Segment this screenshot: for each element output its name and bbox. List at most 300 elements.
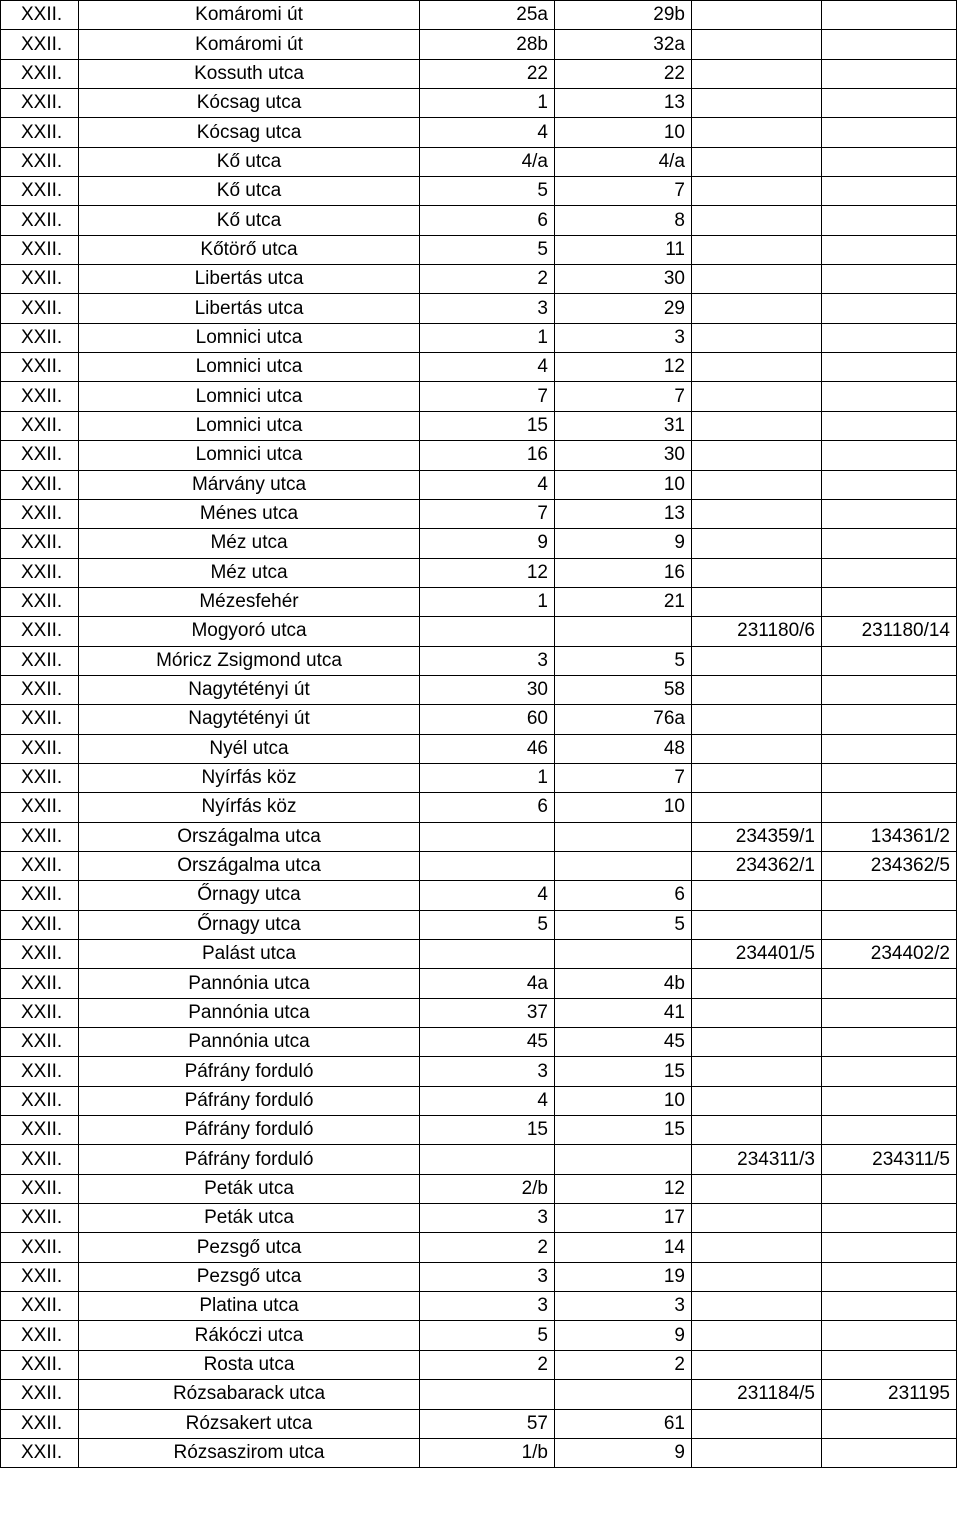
- house-number-to-cell: 7: [555, 763, 692, 792]
- parcel-to-cell: [822, 1233, 957, 1262]
- district-cell: XXII.: [1, 470, 79, 499]
- district-cell: XXII.: [1, 1438, 79, 1467]
- parcel-from-cell: [692, 89, 822, 118]
- table-row: [1, 1116, 957, 1145]
- house-number-to-cell: 5: [555, 910, 692, 939]
- parcel-to-cell: [822, 1028, 957, 1057]
- parcel-to-cell: [822, 353, 957, 382]
- district-cell: XXII.: [1, 441, 79, 470]
- house-number-from-cell: 1/b: [420, 1438, 555, 1467]
- street-cell: Nyírfás köz: [79, 763, 420, 792]
- district-cell: XXII.: [1, 1145, 79, 1174]
- parcel-to-cell: [822, 177, 957, 206]
- parcel-to-cell: [822, 411, 957, 440]
- district-cell: XXII.: [1, 265, 79, 294]
- street-cell: Ménes utca: [79, 499, 420, 528]
- parcel-from-cell: [692, 646, 822, 675]
- district-cell: XXII.: [1, 323, 79, 352]
- district-cell: XXII.: [1, 1086, 79, 1115]
- parcel-from-cell: [692, 675, 822, 704]
- street-cell: Mézesfehér: [79, 587, 420, 616]
- house-number-from-cell: 22: [420, 59, 555, 88]
- house-number-from-cell: [420, 940, 555, 969]
- table-row: [1, 1292, 957, 1321]
- parcel-from-cell: [692, 1204, 822, 1233]
- house-number-from-cell: 5: [420, 235, 555, 264]
- street-cell: Kócsag utca: [79, 89, 420, 118]
- parcel-from-cell: [692, 1116, 822, 1145]
- street-cell: Nagytétényi út: [79, 705, 420, 734]
- street-cell: Őrnagy utca: [79, 910, 420, 939]
- district-cell: XXII.: [1, 1116, 79, 1145]
- parcel-from-cell: [692, 235, 822, 264]
- parcel-to-cell: [822, 881, 957, 910]
- street-cell: Lomnici utca: [79, 441, 420, 470]
- house-number-from-cell: [420, 1145, 555, 1174]
- house-number-from-cell: 7: [420, 382, 555, 411]
- street-cell: Kő utca: [79, 177, 420, 206]
- parcel-from-cell: [692, 499, 822, 528]
- parcel-to-cell: [822, 734, 957, 763]
- house-number-to-cell: 5: [555, 646, 692, 675]
- table-row: [1, 382, 957, 411]
- street-cell: Lomnici utca: [79, 382, 420, 411]
- parcel-from-cell: [692, 206, 822, 235]
- house-number-to-cell: 3: [555, 1292, 692, 1321]
- table-row: [1, 1380, 957, 1409]
- street-cell: Lomnici utca: [79, 353, 420, 382]
- house-number-to-cell: 6: [555, 881, 692, 910]
- table-row: [1, 969, 957, 998]
- parcel-to-cell: [822, 1350, 957, 1379]
- parcel-from-cell: [692, 1321, 822, 1350]
- parcel-from-cell: 231180/6: [692, 617, 822, 646]
- parcel-from-cell: [692, 998, 822, 1027]
- house-number-to-cell: 13: [555, 499, 692, 528]
- table-row: [1, 265, 957, 294]
- street-cell: Lomnici utca: [79, 411, 420, 440]
- parcel-from-cell: [692, 910, 822, 939]
- house-number-to-cell: 31: [555, 411, 692, 440]
- parcel-from-cell: 234359/1: [692, 822, 822, 851]
- parcel-to-cell: [822, 969, 957, 998]
- street-cell: Móricz Zsigmond utca: [79, 646, 420, 675]
- house-number-from-cell: 3: [420, 1262, 555, 1291]
- parcel-from-cell: [692, 441, 822, 470]
- street-cell: Pannónia utca: [79, 998, 420, 1027]
- parcel-to-cell: [822, 470, 957, 499]
- parcel-from-cell: 234362/1: [692, 851, 822, 880]
- house-number-to-cell: 10: [555, 470, 692, 499]
- table-row: [1, 998, 957, 1027]
- parcel-from-cell: [692, 1174, 822, 1203]
- district-cell: XXII.: [1, 558, 79, 587]
- street-cell: Nagytétényi út: [79, 675, 420, 704]
- district-cell: XXII.: [1, 147, 79, 176]
- street-cell: Páfrány forduló: [79, 1116, 420, 1145]
- table-row: [1, 1, 957, 30]
- parcel-to-cell: [822, 1292, 957, 1321]
- table-row: [1, 793, 957, 822]
- house-number-from-cell: 12: [420, 558, 555, 587]
- house-number-from-cell: 15: [420, 411, 555, 440]
- parcel-from-cell: [692, 1233, 822, 1262]
- house-number-from-cell: 45: [420, 1028, 555, 1057]
- house-number-to-cell: 8: [555, 206, 692, 235]
- parcel-to-cell: [822, 1438, 957, 1467]
- district-cell: XXII.: [1, 529, 79, 558]
- district-cell: XXII.: [1, 1174, 79, 1203]
- table-row: [1, 1321, 957, 1350]
- parcel-to-cell: [822, 235, 957, 264]
- street-cell: Országalma utca: [79, 851, 420, 880]
- parcel-to-cell: [822, 1116, 957, 1145]
- table-row: [1, 910, 957, 939]
- house-number-to-cell: 61: [555, 1409, 692, 1438]
- table-row: [1, 1145, 957, 1174]
- parcel-from-cell: [692, 1, 822, 30]
- parcel-to-cell: [822, 675, 957, 704]
- street-cell: Mogyoró utca: [79, 617, 420, 646]
- table-row: [1, 1204, 957, 1233]
- house-number-to-cell: 30: [555, 265, 692, 294]
- table-row: [1, 940, 957, 969]
- parcel-from-cell: [692, 265, 822, 294]
- table-row: [1, 294, 957, 323]
- district-cell: XXII.: [1, 851, 79, 880]
- table-row: [1, 1086, 957, 1115]
- district-cell: XXII.: [1, 1380, 79, 1409]
- table-row: [1, 1028, 957, 1057]
- district-cell: XXII.: [1, 1, 79, 30]
- parcel-to-cell: [822, 1409, 957, 1438]
- table-row: [1, 89, 957, 118]
- parcel-from-cell: [692, 147, 822, 176]
- house-number-from-cell: 2: [420, 1350, 555, 1379]
- district-cell: XXII.: [1, 59, 79, 88]
- district-cell: XXII.: [1, 1321, 79, 1350]
- house-number-to-cell: 4b: [555, 969, 692, 998]
- parcel-to-cell: [822, 147, 957, 176]
- district-cell: XXII.: [1, 910, 79, 939]
- street-cell: Őrnagy utca: [79, 881, 420, 910]
- table-row: [1, 470, 957, 499]
- parcel-from-cell: [692, 470, 822, 499]
- parcel-to-cell: 231195: [822, 1380, 957, 1409]
- house-number-from-cell: 37: [420, 998, 555, 1027]
- street-cell: Rosta utca: [79, 1350, 420, 1379]
- street-cell: Kő utca: [79, 206, 420, 235]
- parcel-to-cell: [822, 206, 957, 235]
- parcel-from-cell: [692, 793, 822, 822]
- parcel-to-cell: [822, 998, 957, 1027]
- house-number-from-cell: 9: [420, 529, 555, 558]
- parcel-from-cell: [692, 969, 822, 998]
- house-number-from-cell: 28b: [420, 30, 555, 59]
- house-number-to-cell: 13: [555, 89, 692, 118]
- parcel-to-cell: [822, 1321, 957, 1350]
- house-number-to-cell: 76a: [555, 705, 692, 734]
- district-cell: XXII.: [1, 734, 79, 763]
- district-cell: XXII.: [1, 793, 79, 822]
- district-cell: XXII.: [1, 30, 79, 59]
- house-number-from-cell: [420, 1380, 555, 1409]
- house-number-from-cell: 4: [420, 1086, 555, 1115]
- parcel-from-cell: [692, 587, 822, 616]
- house-number-to-cell: 16: [555, 558, 692, 587]
- house-number-from-cell: 5: [420, 1321, 555, 1350]
- house-number-from-cell: 7: [420, 499, 555, 528]
- house-number-from-cell: 57: [420, 1409, 555, 1438]
- table-row: [1, 411, 957, 440]
- house-number-from-cell: 1: [420, 587, 555, 616]
- street-cell: Páfrány forduló: [79, 1145, 420, 1174]
- parcel-to-cell: [822, 30, 957, 59]
- street-cell: Komáromi út: [79, 1, 420, 30]
- parcel-from-cell: 234311/3: [692, 1145, 822, 1174]
- parcel-from-cell: [692, 1086, 822, 1115]
- address-table-body: [1, 1, 957, 1468]
- district-cell: XXII.: [1, 118, 79, 147]
- parcel-from-cell: [692, 1292, 822, 1321]
- street-cell: Pannónia utca: [79, 1028, 420, 1057]
- table-row: [1, 499, 957, 528]
- house-number-to-cell: [555, 851, 692, 880]
- table-row: [1, 1174, 957, 1203]
- house-number-to-cell: 58: [555, 675, 692, 704]
- district-cell: XXII.: [1, 675, 79, 704]
- street-cell: Komáromi út: [79, 30, 420, 59]
- district-cell: XXII.: [1, 587, 79, 616]
- table-row: [1, 1262, 957, 1291]
- house-number-to-cell: 15: [555, 1057, 692, 1086]
- parcel-to-cell: [822, 294, 957, 323]
- house-number-to-cell: 10: [555, 793, 692, 822]
- district-cell: XXII.: [1, 1233, 79, 1262]
- parcel-to-cell: 231180/14: [822, 617, 957, 646]
- street-cell: Nyél utca: [79, 734, 420, 763]
- house-number-to-cell: 9: [555, 529, 692, 558]
- district-cell: XXII.: [1, 235, 79, 264]
- parcel-from-cell: [692, 1028, 822, 1057]
- parcel-from-cell: [692, 59, 822, 88]
- table-row: [1, 1350, 957, 1379]
- house-number-from-cell: 25a: [420, 1, 555, 30]
- house-number-to-cell: 22: [555, 59, 692, 88]
- house-number-from-cell: 3: [420, 1292, 555, 1321]
- parcel-from-cell: [692, 323, 822, 352]
- house-number-to-cell: 29: [555, 294, 692, 323]
- house-number-from-cell: 6: [420, 206, 555, 235]
- house-number-from-cell: 3: [420, 646, 555, 675]
- house-number-from-cell: 4: [420, 353, 555, 382]
- house-number-to-cell: 12: [555, 1174, 692, 1203]
- district-cell: XXII.: [1, 1262, 79, 1291]
- district-cell: XXII.: [1, 998, 79, 1027]
- parcel-from-cell: [692, 558, 822, 587]
- table-row: [1, 323, 957, 352]
- house-number-to-cell: 45: [555, 1028, 692, 1057]
- table-row: [1, 851, 957, 880]
- district-cell: XXII.: [1, 89, 79, 118]
- parcel-to-cell: [822, 763, 957, 792]
- house-number-to-cell: 2: [555, 1350, 692, 1379]
- district-cell: XXII.: [1, 1409, 79, 1438]
- street-cell: Peták utca: [79, 1204, 420, 1233]
- house-number-to-cell: 32a: [555, 30, 692, 59]
- table-row: [1, 1438, 957, 1467]
- parcel-from-cell: [692, 763, 822, 792]
- parcel-to-cell: [822, 499, 957, 528]
- house-number-from-cell: 5: [420, 177, 555, 206]
- table-row: [1, 147, 957, 176]
- house-number-to-cell: 10: [555, 118, 692, 147]
- parcel-to-cell: [822, 1, 957, 30]
- street-cell: Palást utca: [79, 940, 420, 969]
- district-cell: XXII.: [1, 969, 79, 998]
- parcel-to-cell: [822, 1086, 957, 1115]
- house-number-from-cell: 6: [420, 793, 555, 822]
- district-cell: XXII.: [1, 382, 79, 411]
- house-number-from-cell: 2: [420, 1233, 555, 1262]
- house-number-to-cell: 48: [555, 734, 692, 763]
- parcel-from-cell: 234401/5: [692, 940, 822, 969]
- street-cell: Méz utca: [79, 529, 420, 558]
- district-cell: XXII.: [1, 177, 79, 206]
- house-number-to-cell: 9: [555, 1321, 692, 1350]
- parcel-from-cell: [692, 382, 822, 411]
- parcel-to-cell: [822, 323, 957, 352]
- district-cell: XXII.: [1, 499, 79, 528]
- house-number-from-cell: 16: [420, 441, 555, 470]
- table-row: [1, 617, 957, 646]
- district-cell: XXII.: [1, 646, 79, 675]
- house-number-to-cell: [555, 1380, 692, 1409]
- house-number-to-cell: 7: [555, 177, 692, 206]
- district-cell: XXII.: [1, 411, 79, 440]
- parcel-from-cell: [692, 411, 822, 440]
- house-number-from-cell: 3: [420, 1057, 555, 1086]
- table-row: [1, 587, 957, 616]
- house-number-to-cell: 41: [555, 998, 692, 1027]
- house-number-to-cell: 12: [555, 353, 692, 382]
- house-number-from-cell: 4: [420, 470, 555, 499]
- district-cell: XXII.: [1, 617, 79, 646]
- district-cell: XXII.: [1, 881, 79, 910]
- parcel-to-cell: [822, 529, 957, 558]
- house-number-from-cell: 1: [420, 323, 555, 352]
- street-cell: Libertás utca: [79, 294, 420, 323]
- parcel-to-cell: [822, 793, 957, 822]
- house-number-from-cell: 2: [420, 265, 555, 294]
- street-cell: Nyírfás köz: [79, 793, 420, 822]
- district-cell: XXII.: [1, 763, 79, 792]
- house-number-from-cell: 4/a: [420, 147, 555, 176]
- district-cell: XXII.: [1, 822, 79, 851]
- street-cell: Kócsag utca: [79, 118, 420, 147]
- table-row: [1, 705, 957, 734]
- parcel-from-cell: [692, 294, 822, 323]
- parcel-from-cell: [692, 705, 822, 734]
- table-row: [1, 177, 957, 206]
- street-cell: Peták utca: [79, 1174, 420, 1203]
- parcel-from-cell: [692, 529, 822, 558]
- parcel-from-cell: [692, 881, 822, 910]
- street-cell: Pezsgő utca: [79, 1233, 420, 1262]
- table-row: [1, 441, 957, 470]
- table-row: [1, 646, 957, 675]
- parcel-from-cell: [692, 1438, 822, 1467]
- table-row: [1, 59, 957, 88]
- house-number-from-cell: 4: [420, 118, 555, 147]
- parcel-to-cell: [822, 89, 957, 118]
- table-row: [1, 206, 957, 235]
- street-cell: Páfrány forduló: [79, 1086, 420, 1115]
- house-number-from-cell: 4: [420, 881, 555, 910]
- house-number-to-cell: 10: [555, 1086, 692, 1115]
- table-row: [1, 235, 957, 264]
- house-number-from-cell: 3: [420, 1204, 555, 1233]
- parcel-from-cell: [692, 1350, 822, 1379]
- district-cell: XXII.: [1, 1350, 79, 1379]
- table-row: [1, 118, 957, 147]
- parcel-to-cell: [822, 265, 957, 294]
- district-cell: XXII.: [1, 1292, 79, 1321]
- parcel-to-cell: [822, 1057, 957, 1086]
- street-cell: Pannónia utca: [79, 969, 420, 998]
- street-cell: Rákóczi utca: [79, 1321, 420, 1350]
- street-cell: Márvány utca: [79, 470, 420, 499]
- parcel-to-cell: [822, 59, 957, 88]
- parcel-from-cell: [692, 177, 822, 206]
- district-cell: XXII.: [1, 1028, 79, 1057]
- house-number-from-cell: 3: [420, 294, 555, 323]
- parcel-from-cell: [692, 1409, 822, 1438]
- house-number-to-cell: [555, 822, 692, 851]
- street-cell: Kő utca: [79, 147, 420, 176]
- house-number-from-cell: [420, 822, 555, 851]
- district-cell: XXII.: [1, 1204, 79, 1233]
- house-number-from-cell: 30: [420, 675, 555, 704]
- district-cell: XXII.: [1, 940, 79, 969]
- parcel-from-cell: [692, 118, 822, 147]
- parcel-from-cell: [692, 1262, 822, 1291]
- table-row: [1, 30, 957, 59]
- table-row: [1, 1057, 957, 1086]
- parcel-to-cell: [822, 118, 957, 147]
- parcel-from-cell: [692, 1057, 822, 1086]
- house-number-to-cell: 15: [555, 1116, 692, 1145]
- house-number-to-cell: [555, 617, 692, 646]
- parcel-from-cell: [692, 734, 822, 763]
- parcel-to-cell: [822, 910, 957, 939]
- parcel-to-cell: [822, 441, 957, 470]
- house-number-to-cell: 9: [555, 1438, 692, 1467]
- table-row: [1, 558, 957, 587]
- parcel-from-cell: [692, 353, 822, 382]
- table-row: [1, 763, 957, 792]
- house-number-from-cell: 1: [420, 763, 555, 792]
- street-cell: Libertás utca: [79, 265, 420, 294]
- street-cell: Kőtörő utca: [79, 235, 420, 264]
- table-row: [1, 734, 957, 763]
- table-row: [1, 822, 957, 851]
- house-number-to-cell: [555, 1145, 692, 1174]
- street-cell: Páfrány forduló: [79, 1057, 420, 1086]
- house-number-from-cell: 2/b: [420, 1174, 555, 1203]
- district-cell: XXII.: [1, 353, 79, 382]
- house-number-to-cell: 17: [555, 1204, 692, 1233]
